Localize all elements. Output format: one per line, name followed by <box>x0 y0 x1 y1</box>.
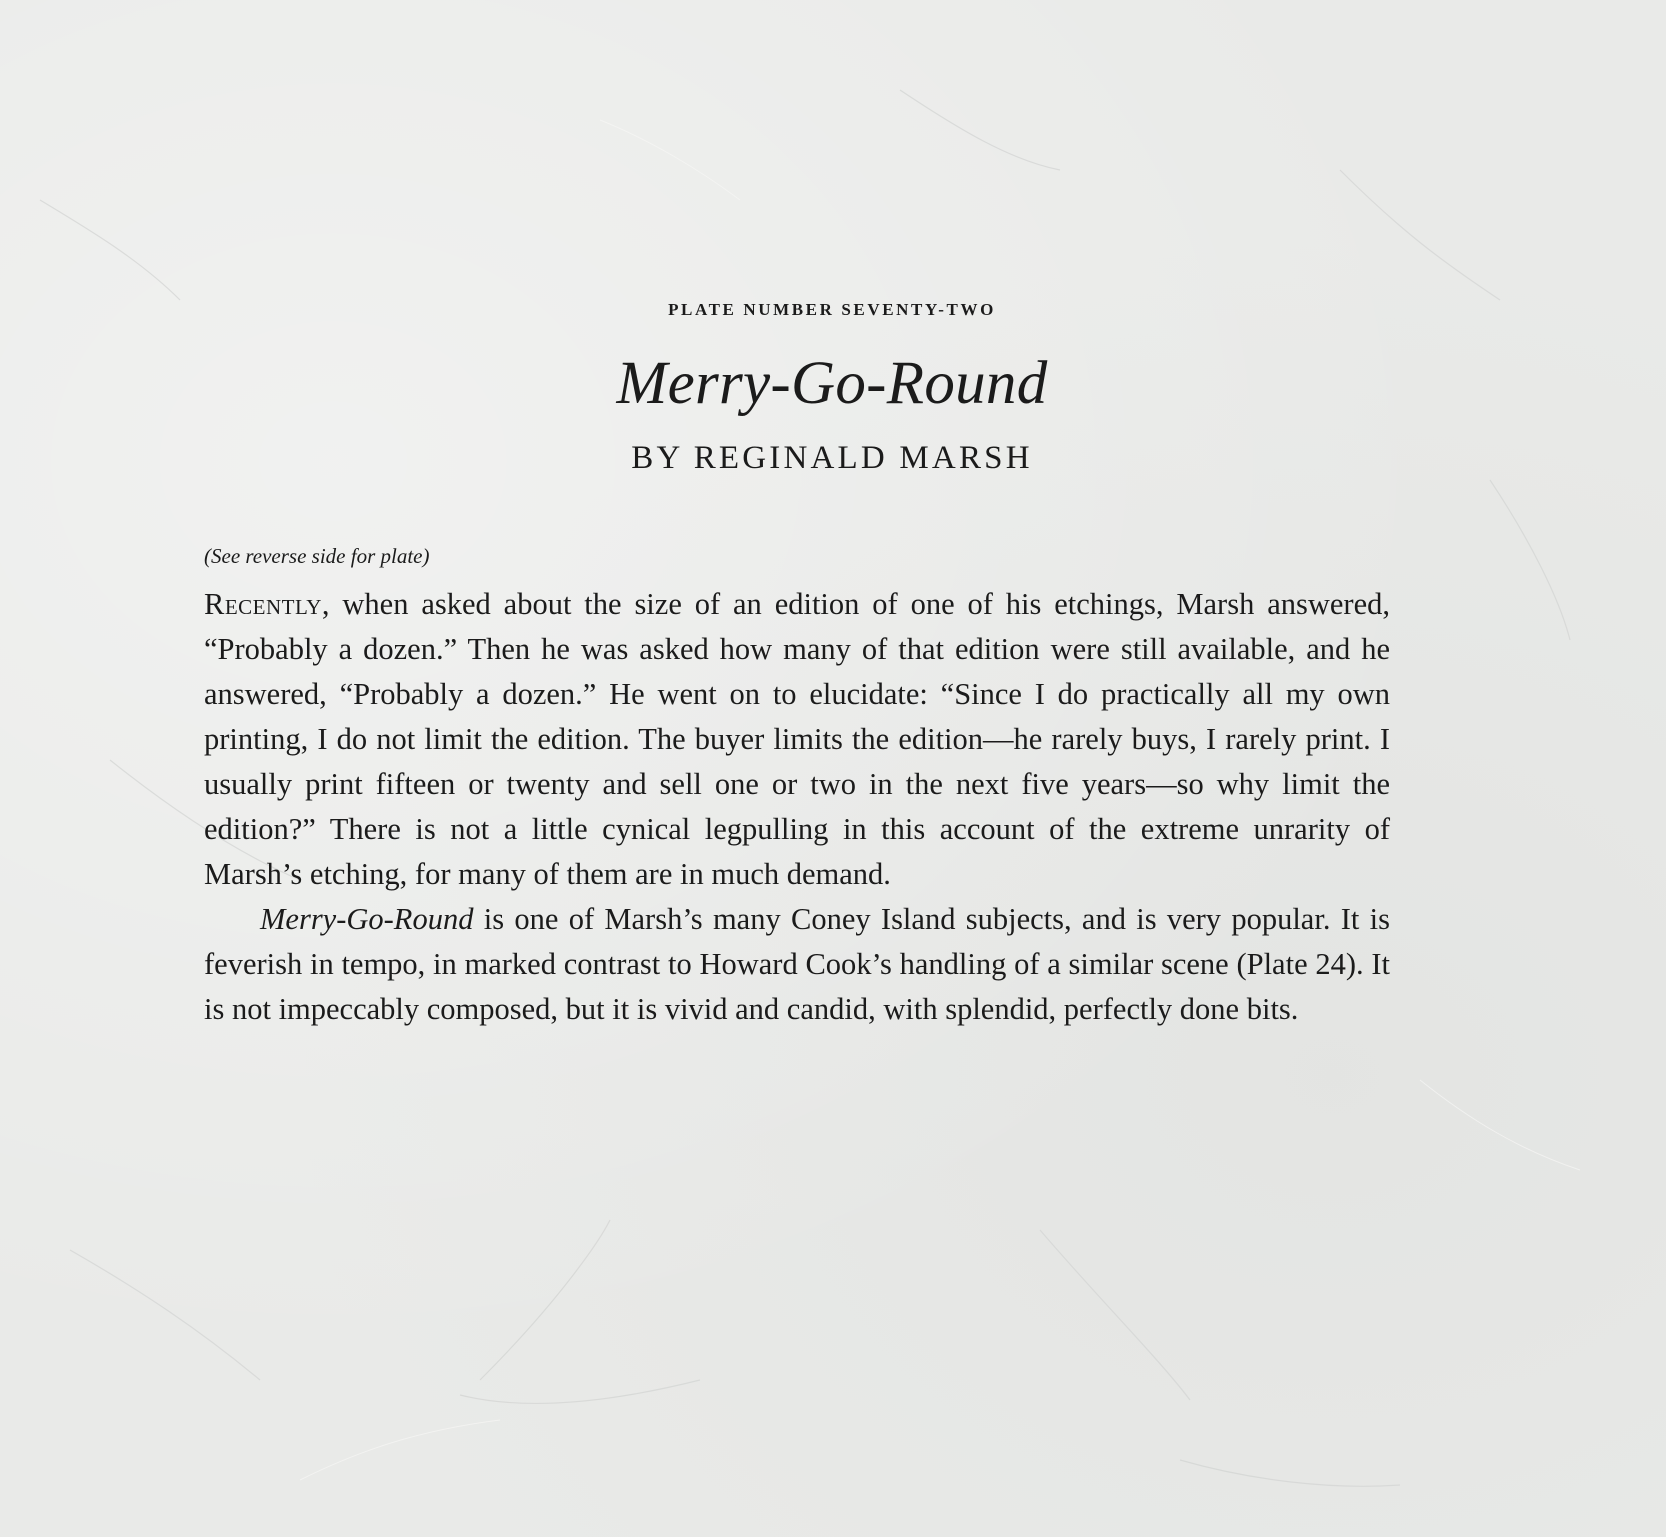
body-text <box>204 582 1390 1032</box>
artist-byline: BY REGINALD MARSH <box>631 440 1033 476</box>
paragraph-2-text: is one of Marsh’s many Coney Island subjects, and is very popular. It is feverish in tempo, in marked contrast to Howard Cook’s handling of a similar scene (Plate 24). It is not impeccably composed, but it is vivid and candid, with splendid, perfectly done bits. <box>204 902 1390 1026</box>
paragraph-2 <box>204 897 1390 1032</box>
paragraph-1-lead: Recently <box>204 587 322 621</box>
paragraph-1-text: , when asked about the size of an edition of one of his etchings, Marsh answered, “Probably a dozen.” Then he was asked how many of that edition were still available, and he answered, “Probably a dozen.” He went on to elucidate: “Since I do practically all my own printing, I do not limit the edition. The buyer limits the edition—he rarely buys, I rarely print. I usually print fifteen or twenty and sell one or two in the next five years—so why limit the edition?” There is not a little cynical legpulling in this account of the extreme unrarity of Marsh’s etching, for many of them are in much demand. <box>204 587 1390 891</box>
paragraph-1 <box>204 582 1390 897</box>
reverse-side-note: (See reverse side for plate) <box>204 544 430 568</box>
plate-title: Merry-Go-Round <box>616 350 1048 417</box>
plate-description <box>204 300 1390 1032</box>
paragraph-2-title-reference: Merry-Go-Round <box>260 902 474 936</box>
plate-number-label: PLATE NUMBER SEVENTY-TWO <box>668 300 996 319</box>
